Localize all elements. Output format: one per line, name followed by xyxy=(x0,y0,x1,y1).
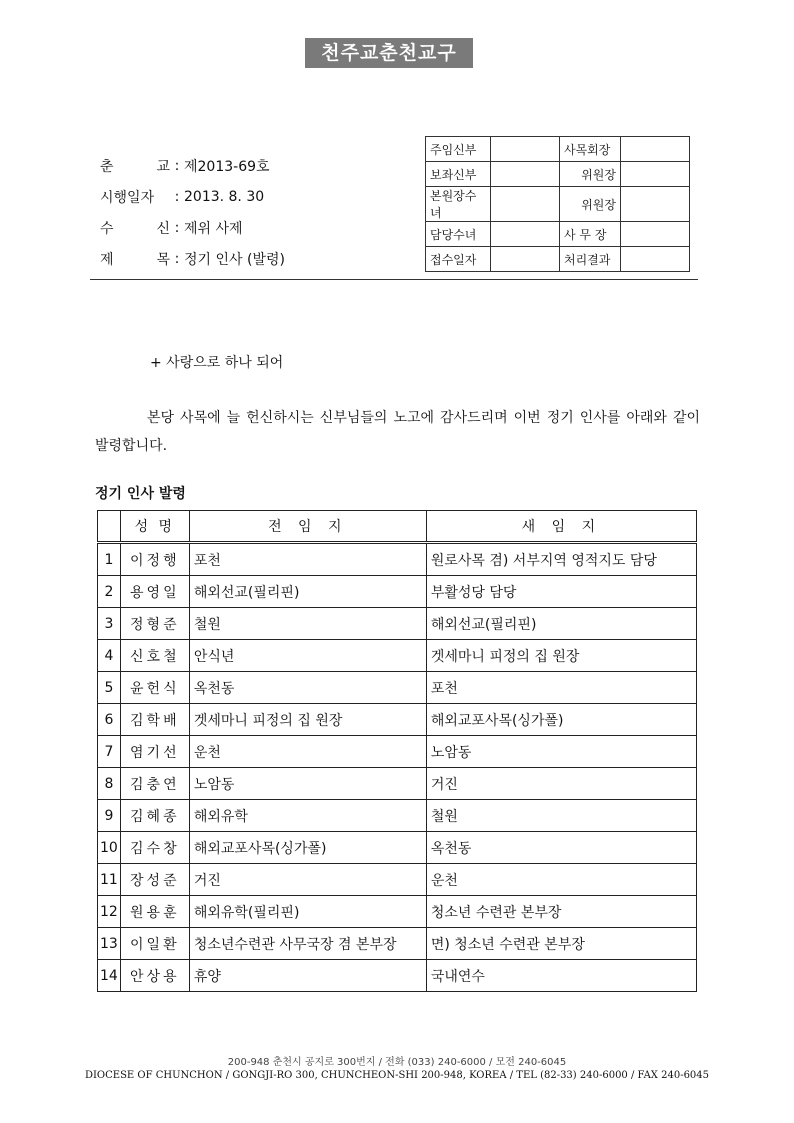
meta-value: 정기 인사 (발령) xyxy=(184,251,285,268)
row-number: 9 xyxy=(98,800,121,832)
table-row xyxy=(98,768,697,800)
row-number: 10 xyxy=(98,832,121,864)
previous-post: 해외유학 xyxy=(189,800,426,832)
approval-label: 위원장 xyxy=(560,162,621,187)
approval-row xyxy=(426,222,690,247)
priest-name: 이정행 xyxy=(120,543,189,576)
table-row xyxy=(98,704,697,736)
row-number: 2 xyxy=(98,576,121,608)
new-post: 옥천동 xyxy=(426,832,696,864)
table-row xyxy=(98,832,697,864)
meta-label: 시행일자 xyxy=(100,189,155,206)
row-number: 11 xyxy=(98,864,121,896)
priest-name: 김학배 xyxy=(120,704,189,736)
table-row xyxy=(98,640,697,672)
row-number: 8 xyxy=(98,768,121,800)
approval-label: 사 무 장 xyxy=(560,222,621,247)
priest-name: 원용훈 xyxy=(120,896,189,928)
table-body xyxy=(98,543,697,992)
approval-cell xyxy=(621,187,690,222)
new-post: 국내연수 xyxy=(426,960,696,992)
new-post: 청소년 수련관 본부장 xyxy=(426,896,696,928)
approval-label: 보좌신부 xyxy=(426,162,491,187)
previous-post: 청소년수련관 사무국장 겸 본부장 xyxy=(189,928,426,960)
table-header-row xyxy=(98,511,697,543)
table-row xyxy=(98,672,697,704)
approval-label: 담당수녀 xyxy=(426,222,491,247)
document-meta xyxy=(100,150,285,274)
table-row xyxy=(98,576,697,608)
new-post: 해외교포사목(싱가폴) xyxy=(426,704,696,736)
meta-value: 제위 사제 xyxy=(184,220,243,237)
meta-separator: : xyxy=(174,219,180,236)
approval-row xyxy=(426,187,690,222)
header-new-post: 새 임 지 xyxy=(426,511,696,543)
approval-row xyxy=(426,162,690,187)
table-row xyxy=(98,800,697,832)
priest-name: 장성준 xyxy=(120,864,189,896)
previous-post: 거진 xyxy=(189,864,426,896)
row-number: 3 xyxy=(98,608,121,640)
new-post: 운천 xyxy=(426,864,696,896)
priest-name: 용영일 xyxy=(120,576,189,608)
row-number: 14 xyxy=(98,960,121,992)
priest-name: 김충연 xyxy=(120,768,189,800)
previous-post: 해외선교(필리핀) xyxy=(189,576,426,608)
meta-label: 수 신 xyxy=(100,220,170,237)
new-post: 해외선교(필리핀) xyxy=(426,608,696,640)
row-number: 13 xyxy=(98,928,121,960)
priest-name: 염기선 xyxy=(120,736,189,768)
new-post: 거진 xyxy=(426,768,696,800)
appointment-table xyxy=(97,510,697,992)
meta-separator: : xyxy=(174,188,180,205)
meta-label: 제 목 xyxy=(100,251,170,268)
meta-separator: : xyxy=(174,157,180,174)
meta-value: 2013. 8. 30 xyxy=(184,188,265,205)
table-row xyxy=(98,608,697,640)
previous-post: 철원 xyxy=(189,608,426,640)
table-row xyxy=(98,543,697,576)
meta-row-recipient xyxy=(100,212,285,243)
approval-cell xyxy=(621,247,690,272)
footer-address-english: DIOCESE OF CHUNCHON / GONGJI-RO 300, CHUNCHEON-SHI 200-948, KOREA / TEL (82-33) 240-6000 / FAX 240-6045 xyxy=(84,1070,710,1081)
previous-post: 해외교포사목(싱가폴) xyxy=(189,832,426,864)
previous-post: 노암동 xyxy=(189,768,426,800)
meta-row-doc-number xyxy=(100,150,285,181)
new-post: 겟세마니 피정의 집 원장 xyxy=(426,640,696,672)
row-number: 7 xyxy=(98,736,121,768)
approval-cell xyxy=(621,162,690,187)
table-row xyxy=(98,928,697,960)
new-post: 포천 xyxy=(426,672,696,704)
header-divider xyxy=(90,279,698,280)
priest-name: 김혜종 xyxy=(120,800,189,832)
row-number: 6 xyxy=(98,704,121,736)
approval-cell xyxy=(491,137,560,162)
body-paragraph: 본당 사목에 늘 헌신하시는 신부님들의 노고에 감사드리며 이번 정기 인사를 아래와 같이 발령합니다. xyxy=(95,410,700,454)
section-title: 정기 인사 발령 xyxy=(95,486,186,502)
approval-row xyxy=(426,247,690,272)
table-row xyxy=(98,864,697,896)
meta-label: 춘 교 xyxy=(100,158,170,175)
table-row xyxy=(98,960,697,992)
approval-table xyxy=(425,136,690,272)
new-post: 노암동 xyxy=(426,736,696,768)
new-post: 면) 청소년 수련관 본부장 xyxy=(426,928,696,960)
approval-cell xyxy=(491,247,560,272)
approval-cell xyxy=(491,162,560,187)
row-number: 12 xyxy=(98,896,121,928)
approval-label: 위원장 xyxy=(560,187,621,222)
table-row xyxy=(98,896,697,928)
new-post: 부활성당 담당 xyxy=(426,576,696,608)
previous-post: 포천 xyxy=(189,543,426,576)
priest-name: 이일환 xyxy=(120,928,189,960)
approval-cell xyxy=(491,222,560,247)
header-name: 성 명 xyxy=(120,511,189,543)
footer xyxy=(0,1053,794,1081)
previous-post: 옥천동 xyxy=(189,672,426,704)
approval-cell xyxy=(491,187,560,222)
approval-label: 사목회장 xyxy=(560,137,621,162)
approval-label: 처리결과 xyxy=(560,247,621,272)
previous-post: 운천 xyxy=(189,736,426,768)
table-row xyxy=(98,736,697,768)
approval-cell xyxy=(621,137,690,162)
meta-row-date xyxy=(100,181,285,212)
priest-name: 정형준 xyxy=(120,608,189,640)
approval-cell xyxy=(621,222,690,247)
header-num xyxy=(98,511,121,543)
priest-name: 안상용 xyxy=(120,960,189,992)
row-number: 4 xyxy=(98,640,121,672)
new-post: 철원 xyxy=(426,800,696,832)
row-number: 1 xyxy=(98,543,121,576)
approval-label: 접수일자 xyxy=(426,247,491,272)
approval-row xyxy=(426,137,690,162)
previous-post: 겟세마니 피정의 집 원장 xyxy=(189,704,426,736)
meta-value: 제2013-69호 xyxy=(184,158,270,175)
diocese-logo: 천주교춘천교구 xyxy=(305,38,473,68)
priest-name: 신호철 xyxy=(120,640,189,672)
priest-name: 김수창 xyxy=(120,832,189,864)
priest-name: 윤헌식 xyxy=(120,672,189,704)
approval-label: 주임신부 xyxy=(426,137,491,162)
greeting: + 사랑으로 하나 되어 xyxy=(150,355,284,371)
previous-post: 휴양 xyxy=(189,960,426,992)
meta-row-subject xyxy=(100,243,285,274)
row-number: 5 xyxy=(98,672,121,704)
approval-label: 본원장수녀 xyxy=(426,187,491,222)
previous-post: 안식년 xyxy=(189,640,426,672)
meta-separator: : xyxy=(174,250,180,267)
previous-post: 해외유학(필리핀) xyxy=(189,896,426,928)
header-previous-post: 전 임 지 xyxy=(189,511,426,543)
footer-address-korean: 200-948 춘천시 공지로 300번지 / 전화 (033) 240-6000 / 모전 240-6045 xyxy=(227,1057,567,1068)
new-post: 원로사목 겸) 서부지역 영적지도 담당 xyxy=(426,543,696,576)
